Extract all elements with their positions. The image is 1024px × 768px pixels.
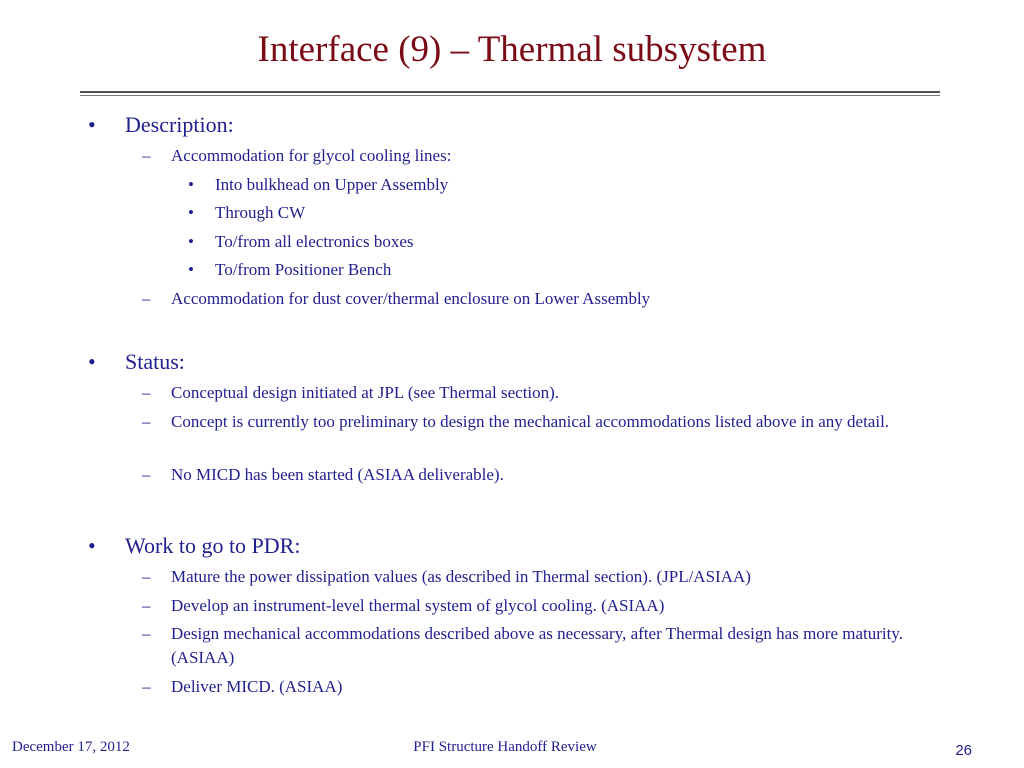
sub-list-item: Through CW xyxy=(215,203,306,222)
list-item: Design mechanical accommodations described above as necessary, after Thermal design has more maturity. (ASIAA) xyxy=(171,624,903,667)
section-heading-status: Status: xyxy=(125,349,185,374)
bullet-marker: • xyxy=(88,112,96,137)
sub-bullet-marker: • xyxy=(188,232,194,251)
section-heading-description: Description: xyxy=(125,112,234,137)
page-number: 26 xyxy=(955,742,972,759)
list-item: Develop an instrument-level thermal system of glycol cooling. (ASIAA) xyxy=(171,596,665,615)
sub-list-item: To/from Positioner Bench xyxy=(215,260,392,279)
list-item: Deliver MICD. (ASIAA) xyxy=(171,677,343,696)
list-item: Concept is currently too preliminary to design the mechanical accommodations listed above in any detail. xyxy=(171,412,890,431)
dash-marker: – xyxy=(142,624,151,643)
list-item: Accommodation for glycol cooling lines: xyxy=(171,146,452,165)
sub-list-item: To/from all electronics boxes xyxy=(215,232,414,251)
bullet-marker: • xyxy=(88,533,96,558)
bullet-marker: • xyxy=(88,349,96,374)
sub-bullet-marker: • xyxy=(188,260,194,279)
sub-bullet-marker: • xyxy=(188,175,194,194)
footer-title: PFI Structure Handoff Review xyxy=(413,739,597,755)
list-item: Accommodation for dust cover/thermal enclosure on Lower Assembly xyxy=(171,289,651,308)
dash-marker: – xyxy=(142,146,151,165)
sub-bullet-marker: • xyxy=(188,203,194,222)
dash-marker: – xyxy=(142,383,151,402)
section-heading-work-to-go: Work to go to PDR: xyxy=(125,533,301,558)
dash-marker: – xyxy=(142,596,151,615)
dash-marker: – xyxy=(142,567,151,586)
list-item: Mature the power dissipation values (as described in Thermal section). (JPL/ASIAA) xyxy=(171,567,751,586)
dash-marker: – xyxy=(142,677,151,696)
dash-marker: – xyxy=(142,465,151,484)
sub-list-item: Into bulkhead on Upper Assembly xyxy=(215,175,449,194)
list-item: No MICD has been started (ASIAA deliverable). xyxy=(171,465,504,484)
dash-marker: – xyxy=(142,289,151,308)
footer-date: December 17, 2012 xyxy=(12,739,130,755)
list-item: Conceptual design initiated at JPL (see Thermal section). xyxy=(171,383,560,402)
dash-marker: – xyxy=(142,412,151,431)
slide-title: Interface (9) – Thermal subsystem xyxy=(257,29,767,70)
